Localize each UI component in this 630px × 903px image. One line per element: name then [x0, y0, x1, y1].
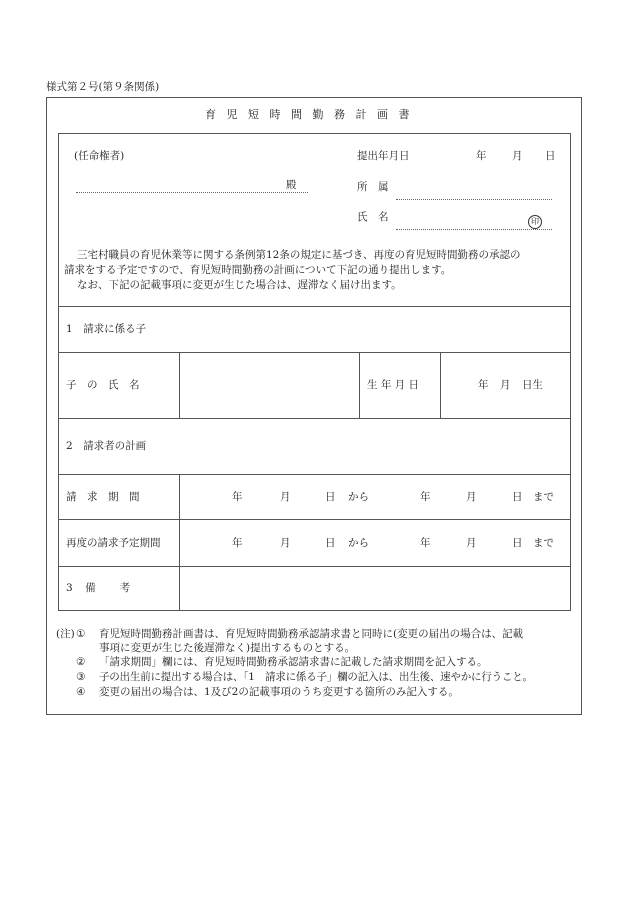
divider-child-row-bottom	[58, 418, 571, 419]
birthdate-year: 年	[478, 379, 489, 391]
request-from-year: 年	[232, 491, 243, 503]
child-label-divider	[179, 352, 180, 418]
request-to-word: まで	[533, 491, 554, 503]
repeat-to-word: まで	[533, 537, 554, 549]
request-to-year: 年	[420, 491, 431, 503]
submission-date-month: 月	[512, 150, 523, 162]
request-from-word: から	[348, 491, 369, 503]
note-2-marker: ②	[76, 656, 86, 668]
remarks-label: 3 備 考	[66, 582, 132, 594]
divider-section1	[58, 306, 571, 307]
section2-heading: 2 請求者の計画	[66, 440, 147, 452]
request-period-label: 請 求 期 間	[66, 491, 140, 503]
notes-prefix: (注)	[56, 628, 75, 640]
statement-line-2: 請求をする予定ですので、育児短時間勤務の計画について下記の通り提出します。	[64, 264, 452, 276]
section1-heading: 1 請求に係る子	[66, 323, 147, 335]
repeat-from-year: 年	[232, 537, 243, 549]
note-3-marker: ③	[76, 671, 86, 683]
repeat-from-month: 月	[280, 537, 291, 549]
request-from-day: 日	[325, 491, 336, 503]
child-name-label: 子 の 氏 名	[66, 379, 140, 391]
statement-line-1: 三宅村職員の育児休業等に関する条例第12条の規定に基づき、再度の育児短時間勤務の承認の	[77, 249, 521, 261]
divider-period-rows	[58, 519, 571, 520]
divider-remarks	[58, 566, 571, 567]
appointer-name-line	[76, 192, 308, 193]
birthdate-suffix: 日生	[522, 379, 543, 391]
birthdate-label-divider	[440, 352, 441, 418]
repeat-from-day: 日	[325, 537, 336, 549]
seal-mark: 印	[528, 215, 542, 229]
note-1-line-1: 育児短時間勤務計画書は、育児短時間勤務承認請求書と同時に(変更の届出の場合は、記載	[99, 628, 524, 640]
divider-child-row-top	[58, 352, 571, 353]
repeat-to-day: 日	[512, 537, 523, 549]
note-2-line-1: 「請求期間」欄には、育児短時間勤務承認請求書に記載した請求期間を記入する。	[99, 656, 488, 668]
form-number: 様式第２号(第９条関係)	[46, 81, 160, 93]
repeat-to-month: 月	[466, 537, 477, 549]
name-line	[396, 229, 552, 230]
plan-label-divider	[179, 474, 180, 611]
note-3-line-1: 子の出生前に提出する場合は、「1 請求に係る子」欄の記入は、出生後、速やかに行うこと。	[99, 671, 533, 683]
note-1-line-2: 事項に変更が生じた後遅滞なく)提出するものとする。	[99, 642, 356, 654]
birthdate-month: 月	[500, 379, 511, 391]
divider-section2	[58, 474, 571, 475]
submission-date-day: 日	[545, 150, 556, 162]
submission-date-year: 年	[476, 150, 487, 162]
child-name-divider	[359, 352, 360, 418]
note-4-line-1: 変更の届出の場合は、1及び2の記載事項のうち変更する箇所のみ記入する。	[99, 686, 459, 698]
appointer-label: (任命権者)	[74, 150, 125, 162]
request-to-month: 月	[466, 491, 477, 503]
affiliation-label: 所 属	[357, 181, 389, 193]
request-to-day: 日	[512, 491, 523, 503]
submission-date-label: 提出年月日	[357, 150, 410, 162]
affiliation-line	[396, 199, 552, 200]
repeat-period-label: 再度の請求予定期間	[66, 537, 161, 549]
birthdate-label: 生 年 月 日	[367, 379, 420, 391]
honorific-label: 殿	[286, 179, 297, 191]
note-1-marker: ①	[76, 628, 86, 640]
repeat-from-word: から	[348, 537, 369, 549]
statement-line-3: なお、下記の記載事項に変更が生じた場合は、遅滞なく届け出ます。	[77, 279, 402, 291]
repeat-to-year: 年	[420, 537, 431, 549]
note-4-marker: ④	[76, 686, 86, 698]
document-title: 育児短時間勤務計画書	[205, 108, 420, 121]
request-from-month: 月	[280, 491, 291, 503]
name-label: 氏 名	[357, 211, 389, 223]
